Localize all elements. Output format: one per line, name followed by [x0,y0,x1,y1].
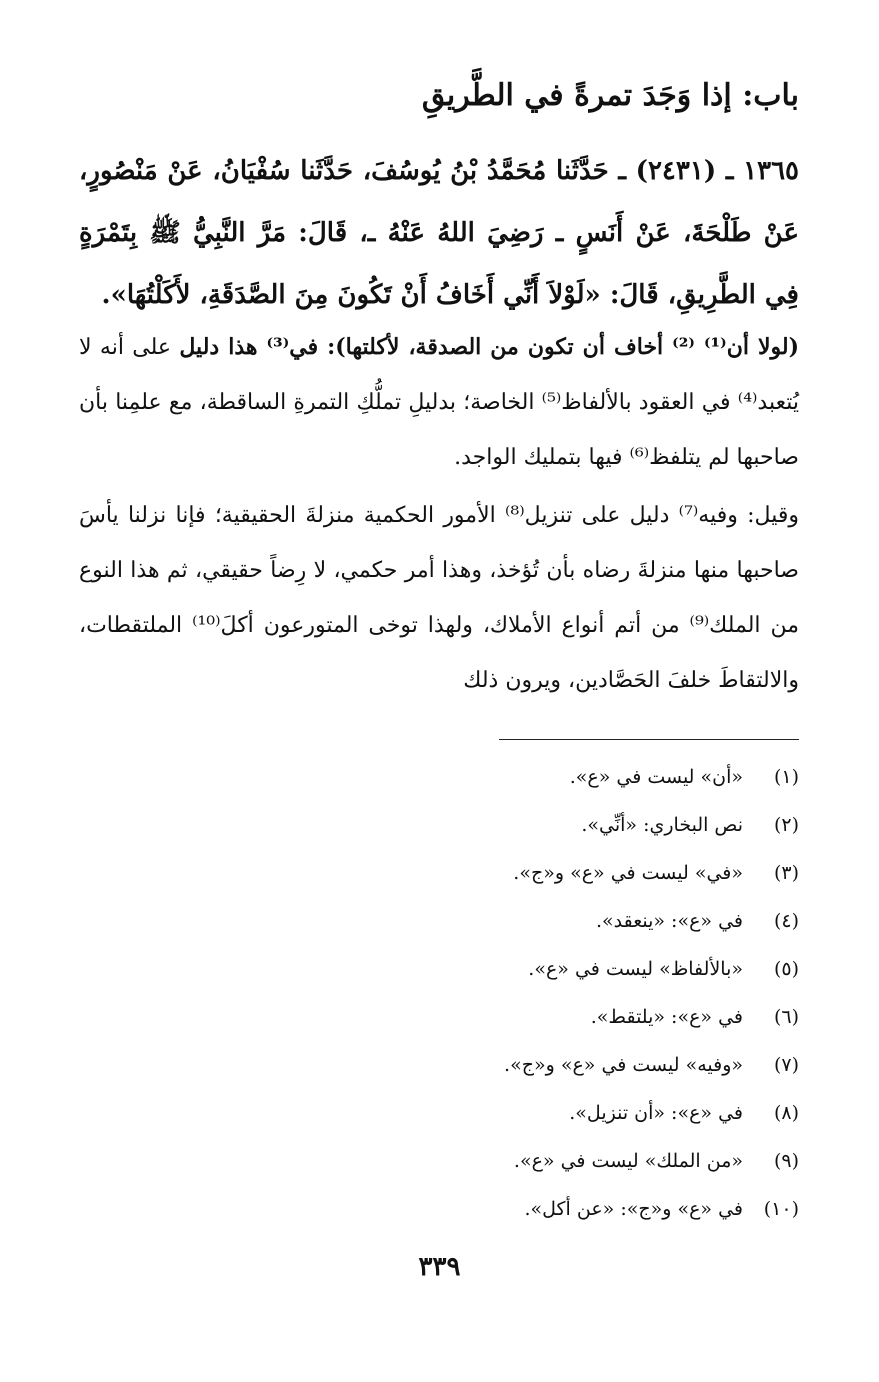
commentary-body: على أنه لا يُتعبد⁽⁴⁾ في العقود بالألفاظ⁽⁵⁾ الخاصة؛ بدليلِ تملُّكِ التمرةِ الساقطة، مع علمِنا بأن صاحبها لم يتلفظ⁽⁶⁾ فيها بتمليك الواجد. [79,335,799,470]
commentary-paragraph-1 [79,320,799,485]
chapter-title: باب: إذا وَجَدَ تمرةً في الطَّريقِ [421,78,799,113]
footnote-number: (٧) [773,1054,799,1076]
footnote-text: في «ع»: «أن تنزيل». [569,1102,743,1124]
footnote-number: (٦) [773,1006,799,1028]
footnote-text: في «ع»: «يلتقط». [590,1006,743,1028]
footnote [79,1089,799,1137]
footnote [79,993,799,1041]
footnote-text: في «ع» و«ج»: «عن أكل». [524,1198,743,1220]
hadith-text: ١٣٦٥ ـ (٢٤٣١) ـ حَدَّثَنا مُحَمَّدُ بْنُ يُوسُفَ، حَدَّثَنا سُفْيَانُ، عَنْ مَنْصُورٍ، عَنْ طَلْحَةَ، عَنْ أَنَسٍ ـ رَضِيَ اللهُ عَنْهُ ـ، قَالَ: مَرَّ النَّبِيُّ ﷺ بِتَمْرَةٍ فِي الطَّرِيقِ، قَالَ: «لَوْلاَ أَنِّي أَخَافُ أَنْ تَكُونَ مِنَ الصَّدَقَةِ، لأَكَلْتُهَا». [79,156,799,310]
footnotes-list [79,753,799,1233]
footnote-number: (٤) [773,910,799,932]
footnote-text: في «ع»: «ينعقد». [595,910,743,932]
footnote-text: «وفيه» ليست في «ع» و«ج». [504,1054,743,1076]
footnote [79,1137,799,1185]
page-number: ٣٣٩ [418,1252,461,1282]
footnote-number: (٣) [773,862,799,884]
footnote [79,897,799,945]
footnote [79,945,799,993]
footnote-number: (٢) [773,814,799,836]
footnote [79,801,799,849]
footnote-divider [499,739,799,740]
commentary-lemma: (لولا أن⁽¹⁾ ⁽²⁾ أخاف أن تكون من الصدقة، لأكلتها): في⁽³⁾ هذا دليل [179,334,800,360]
footnote-number: (٩) [773,1150,799,1172]
footnote [79,849,799,897]
footnote [79,753,799,801]
footnote-number: (٥) [773,958,799,980]
footnote-text: «بالألفاظ» ليست في «ع». [528,958,743,980]
footnote [79,1185,799,1233]
footnote-text: «من الملك» ليست في «ع». [513,1150,743,1172]
footnote-text: «في» ليست في «ع» و«ج». [513,862,743,884]
footnote-number: (١٠) [763,1198,799,1220]
footnote-text: نص البخاري: «أنِّي». [581,814,743,836]
commentary-paragraph-2: وقيل: وفيه⁽⁷⁾ دليل على تنزيل⁽⁸⁾ الأمور الحكمية منزلةَ الحقيقية؛ فإنا نزلنا يأسَ صاحبها منها منزلةَ رضاه بأن تُؤخذ، وهذا أمر حكمي، لا رِضاً حقيقي، ثم هذا النوع من الملك⁽⁹⁾ من أتم أنواع الأملاك، ولهذا توخى المتورعون أكلَ⁽¹⁰⁾ الملتقطات، والالتقاطَ خلفَ الحَصَّادين، ويرون ذلك [79,503,799,693]
footnote-text: «أن» ليست في «ع». [569,766,743,788]
footnote-number: (١) [773,766,799,788]
footnote [79,1041,799,1089]
footnote-number: (٨) [773,1102,799,1124]
